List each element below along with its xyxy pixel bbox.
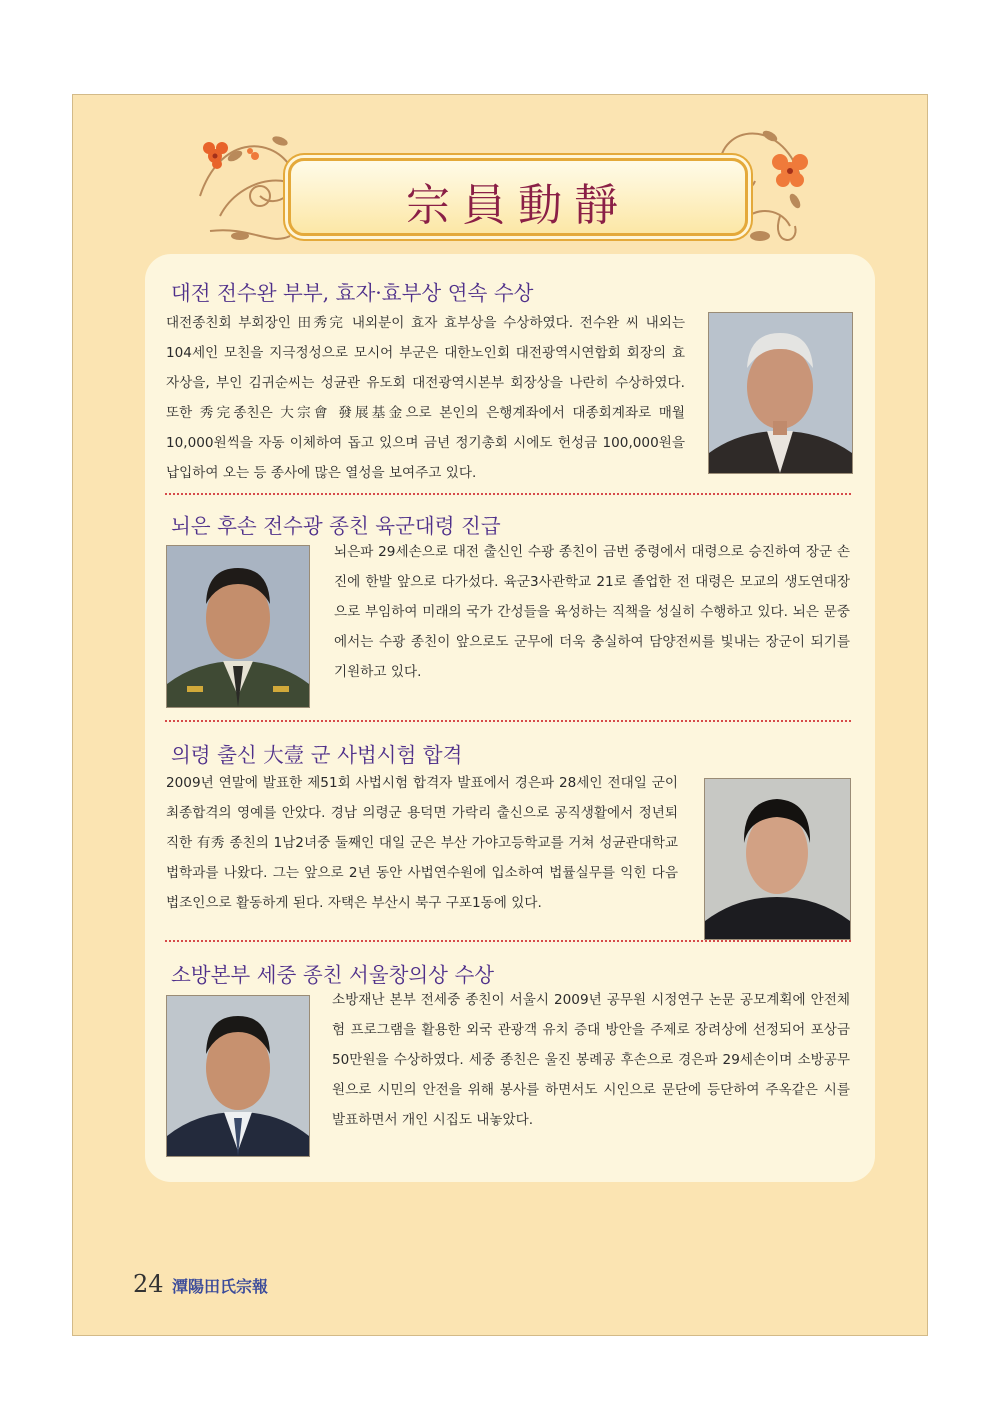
elderly-man-portrait bbox=[709, 313, 852, 473]
article-1-heading: 대전 전수완 부부, 효자·효부상 연속 수상 bbox=[171, 281, 534, 305]
publication-name: 潭陽田氏宗報 bbox=[172, 1277, 269, 1296]
article-4-heading: 소방본부 세중 종친 서울창의상 수상 bbox=[171, 963, 495, 987]
article-2-heading: 뇌은 후손 전수광 종친 육군대령 진급 bbox=[171, 514, 501, 538]
article-1-photo bbox=[708, 312, 853, 474]
man-in-suit-portrait bbox=[167, 996, 309, 1156]
separator-3 bbox=[165, 940, 851, 942]
article-2-photo bbox=[166, 545, 310, 708]
article-3-body: 2009년 연말에 발표한 제51회 사법시험 합격자 발표에서 경은파 28세인 전대일 군이 최종합격의 영예를 안았다. 경남 의령군 용덕면 가락리 출신으로 공직생활에서 정년퇴직한 有秀 종친의 1남2녀중 둘째인 대일 군은 부산 가야고등학교를 거쳐 성균관대학교 법학과를 나왔다. 그는 앞으로 2년 동안 사법연수원에 입소하여 법률실무를 익힌 다음 법조인으로 활동하게 된다. 자택은 부산시 북구 구포1동에 있다. bbox=[166, 775, 678, 911]
young-man-portrait bbox=[705, 779, 850, 939]
separator-1 bbox=[165, 493, 851, 495]
article-4-photo bbox=[166, 995, 310, 1157]
page-number: 24 bbox=[133, 1270, 164, 1298]
article-4-body: 소방재난 본부 전세중 종친이 서울시 2009년 공무원 시정연구 논문 공모계획에 안전체험 프로그램을 활용한 외국 관광객 유치 증대 방안을 주제로 장려상에 선정되어 포상금 50만원을 수상하였다. 세중 종친은 울진 봉례공 후손으로 경은파 29세손이며 소방공무원으로 시민의 안전을 위해 봉사를 하면서도 시인으로 문단에 등단하여 주옥같은 시를 발표하면서 개인 시집도 내놓았다. bbox=[332, 992, 850, 1128]
separator-2 bbox=[165, 720, 851, 722]
article-3-heading: 의령 출신 大壹 군 사법시험 합격 bbox=[171, 743, 463, 767]
article-3-photo bbox=[704, 778, 851, 940]
section-title-box bbox=[288, 158, 748, 236]
army-officer-portrait bbox=[167, 546, 309, 707]
article-2-body: 뇌은파 29세손으로 대전 출신인 수광 종친이 금번 중령에서 대령으로 승진하여 장군 손진에 한발 앞으로 다가섰다. 육군3사관학교 21로 졸업한 전 대령은 모교의 생도연대장으로 부임하여 미래의 국가 간성들을 육성하는 직책을 성실히 수행하고 있다. 뇌은 문중에서는 수광 종친이 앞으로도 군무에 더욱 충실하여 담양전씨를 빛내는 장군이 되기를 기원하고 있다. bbox=[334, 544, 850, 680]
section-title: 宗員動靜 bbox=[406, 180, 630, 231]
article-1-body: 대전종친회 부회장인 田秀完 내외분이 효자 효부상을 수상하였다. 전수완 씨 내외는 104세인 모친을 지극정성으로 모시어 부군은 대한노인회 대전광역시연합회 회장의 효자상을, 부인 김귀순씨는 성균관 유도회 대전광역시본부 회장상을 나란히 수상하였다. 또한 秀完종친은 大宗會 發展基金으로 본인의 은행계좌에서 대종회계좌로 매월 10,000원씩을 자동 이체하여 돕고 있으며 금년 정기총회 시에도 헌성금 100,000원을 납입하여 오는 등 종사에 많은 열성을 보여주고 있다. bbox=[166, 315, 685, 481]
